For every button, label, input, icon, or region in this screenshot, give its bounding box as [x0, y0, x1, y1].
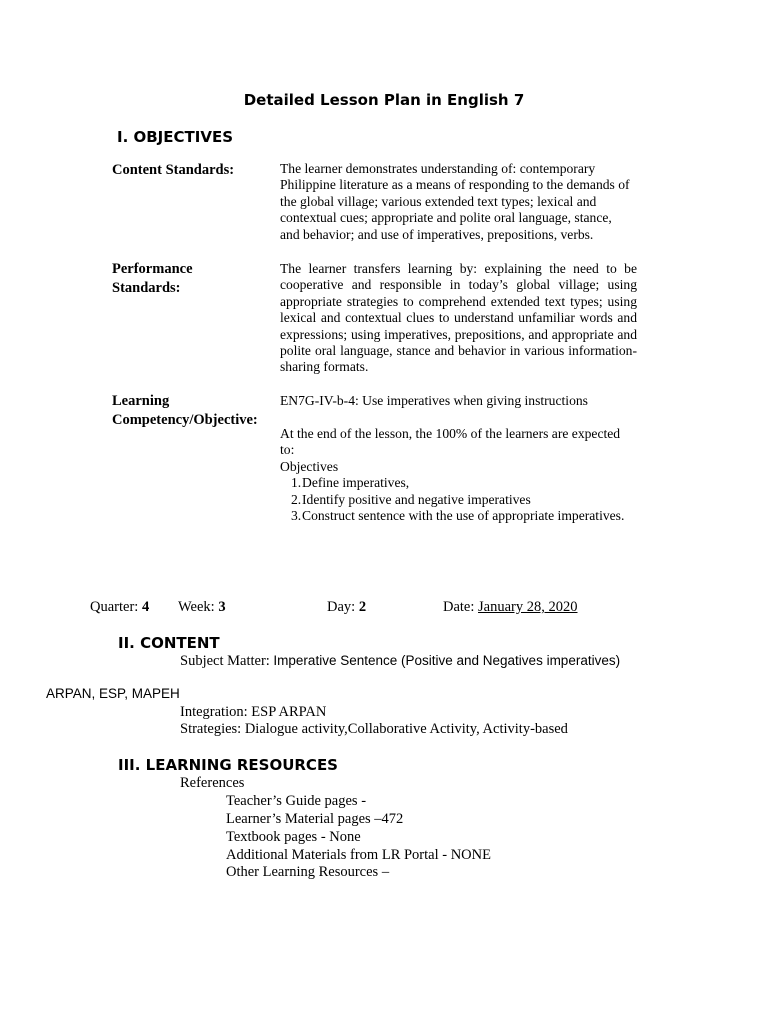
performance-standards-text: The learner transfers learning by: explaining the need to be cooperative and responsible in today’s global village; using appropriate strategies to comprehend extended text types; using lexical and contextual clues to understand unfamiliar words and expressions; using imperatives, prepositions, and appropriate and polite oral language, stance and behavior in various information-sharing formats.: [280, 261, 637, 375]
integration-line: Integration: ESP ARPAN: [180, 704, 327, 720]
resource-item: Other Learning Resources –: [226, 864, 390, 880]
resource-item: Teacher’s Guide pages -: [226, 793, 367, 809]
list-item: [280, 508, 640, 524]
list-item-text: Construct sentence with the use of appropriate imperatives.: [302, 508, 625, 524]
content-standards-line: the global village; various extended text types; lexical and: [280, 193, 597, 209]
content-standards-line: Philippine literature as a means of responding to the demands of: [280, 177, 630, 193]
content-standards-label: Content Standards:: [112, 162, 235, 178]
performance-standards-label: [112, 260, 193, 298]
subject-value: Imperative Sentence (Positive and Negatives imperatives): [273, 653, 621, 668]
quarter-value: 4: [141, 599, 150, 615]
list-number: 1.: [291, 475, 302, 491]
date-label: Date:: [443, 599, 479, 615]
resource-item: Textbook pages - None: [226, 829, 361, 845]
list-item: [280, 492, 640, 508]
week-value: 3: [218, 599, 226, 615]
performance-label-line2: Standards:: [112, 280, 181, 296]
intro-line: to:: [280, 442, 295, 458]
objectives-list: [280, 475, 640, 524]
quarter-label: Quarter:: [90, 599, 142, 615]
list-number: 3.: [291, 508, 302, 524]
integration-side-note: ARPAN, ESP, MAPEH: [46, 686, 180, 701]
section-objectives-heading: I. OBJECTIVES: [117, 128, 233, 146]
day-label: Day:: [327, 599, 359, 615]
subject-label: Subject Matter:: [180, 653, 274, 669]
learning-competency-label: [112, 392, 258, 430]
week-label: Week:: [178, 599, 219, 615]
document-title: Detailed Lesson Plan in English 7: [243, 91, 525, 109]
references-label: References: [180, 775, 245, 791]
learning-competency-body: [280, 426, 640, 524]
subject-matter: [180, 652, 620, 670]
learning-competency-code: EN7G-IV-b-4: Use imperatives when giving instructions: [280, 393, 588, 408]
list-item-text: Define imperatives,: [302, 475, 410, 491]
intro-line: At the end of the lesson, the 100% of the learners are expected: [280, 426, 621, 441]
content-standards-text: [280, 161, 640, 243]
list-item: [280, 475, 640, 491]
list-number: 2.: [291, 491, 302, 507]
list-item-text: Identify positive and negative imperatives: [302, 491, 531, 507]
resource-item: Learner’s Material pages –472: [226, 811, 404, 827]
competency-label-line1: Learning: [112, 393, 170, 409]
week-field: [178, 598, 226, 616]
section-resources-heading: III. LEARNING RESOURCES: [118, 756, 338, 774]
strategies-line: Strategies: Dialogue activity,Collaborative Activity, Activity-based: [180, 721, 568, 737]
content-standards-line: and behavior; and use of imperatives, prepositions, verbs.: [280, 226, 594, 242]
resource-item: Additional Materials from LR Portal - NONE: [226, 847, 491, 863]
quarter-field: [90, 598, 149, 616]
content-standards-line: contextual cues; appropriate and polite oral language, stance,: [280, 210, 612, 226]
day-field: [327, 598, 366, 616]
date-value: January 28, 2020: [478, 599, 578, 615]
objectives-label: Objectives: [280, 458, 339, 474]
section-content-heading: II. CONTENT: [118, 634, 220, 652]
competency-label-line2: Competency/Objective:: [112, 412, 258, 428]
content-standards-line: The learner demonstrates understanding of: contemporary: [280, 161, 596, 176]
day-value: 2: [358, 599, 367, 615]
performance-label-line1: Performance: [112, 261, 193, 277]
date-field: [443, 598, 578, 616]
